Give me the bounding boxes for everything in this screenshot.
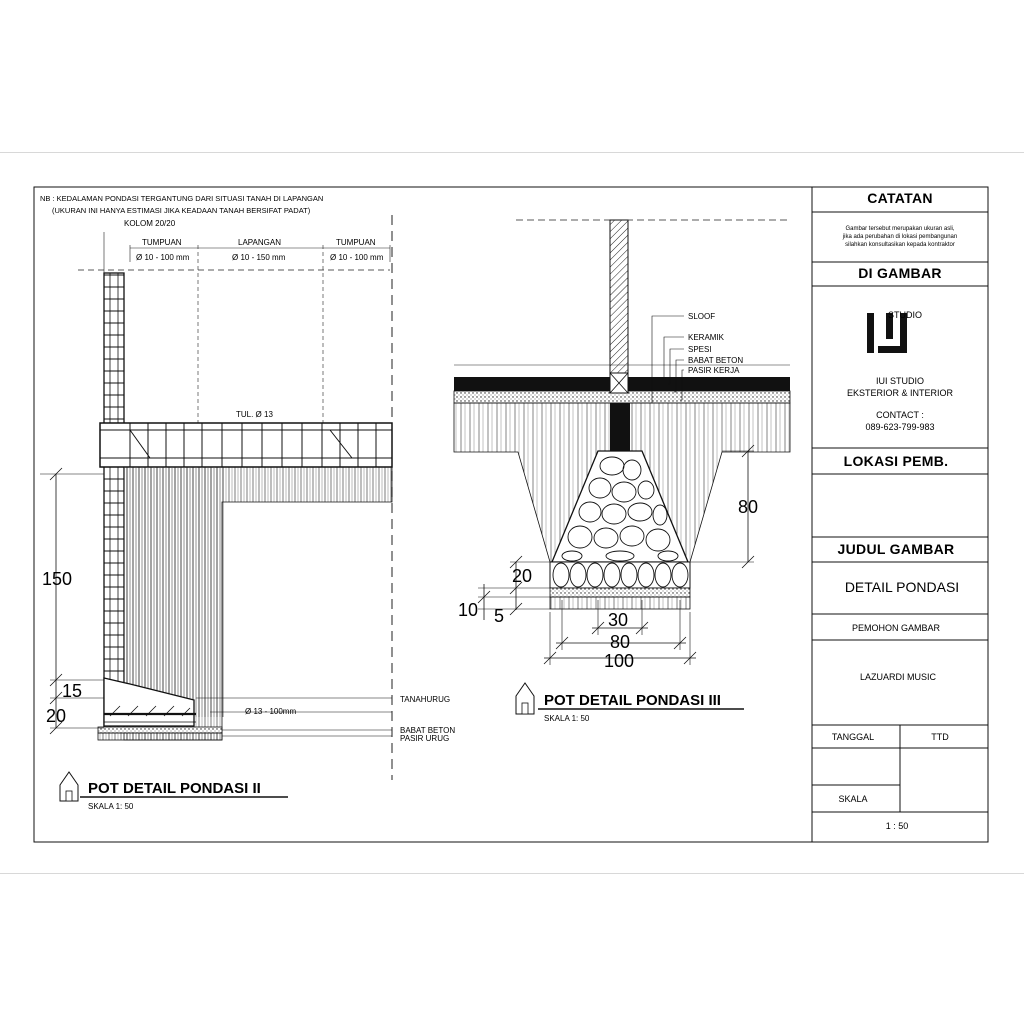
tumpuan-left-label: TUMPUAN xyxy=(142,238,182,247)
babat-beton-label-iii: BABAT BETON xyxy=(688,356,744,365)
digambar-heading: DI GAMBAR xyxy=(858,265,942,281)
sheet-edge xyxy=(0,152,1024,874)
dimension-80-horizontal: 80 xyxy=(610,632,631,652)
skala-value: 1 : 50 xyxy=(885,821,909,831)
pemohon-value: LAZUARDI MUSIC xyxy=(859,672,937,682)
judul-heading: JUDUL GAMBAR xyxy=(837,541,955,557)
spesi-label: SPESI xyxy=(688,345,712,354)
catatan-line-2: jika ada perubahan di lokasi pembangunan xyxy=(842,234,958,240)
dimension-100: 100 xyxy=(604,651,635,671)
dimension-5: 5 xyxy=(494,606,505,626)
dimension-30: 30 xyxy=(608,610,629,630)
judul-value: DETAIL PONDASI xyxy=(844,579,960,595)
note-line-1: NB : KEDALAMAN PONDASI TERGANTUNG DARI SITUASI TANAH DI LAPANGAN xyxy=(40,194,324,203)
dimension-20-iii: 20 xyxy=(512,566,533,586)
studio-subtitle: EKSTERIOR & INTERIOR xyxy=(846,388,954,398)
dimension-20: 20 xyxy=(46,706,67,726)
lokasi-heading: LOKASI PEMB. xyxy=(843,453,949,469)
tanahurug-label: TANAHURUG xyxy=(400,695,451,704)
babat-beton-label-ii: BABAT BETON xyxy=(400,726,456,735)
rebar-spec-label: Ø 13 - 100mm xyxy=(245,707,297,716)
sloof-label: SLOOF xyxy=(688,312,716,321)
keramik-label: KERAMIK xyxy=(688,333,725,342)
detail-ii-title: POT DETAIL PONDASI II xyxy=(88,780,261,797)
kolom-label: KOLOM 20/20 xyxy=(124,219,176,228)
logo-text: STUDIO xyxy=(888,310,923,320)
contact-phone: 089-623-799-983 xyxy=(865,422,935,432)
dimension-15: 15 xyxy=(62,681,83,701)
contact-label: CONTACT : xyxy=(876,410,924,420)
tumpuan-left-spec: Ø 10 - 100 mm xyxy=(136,253,190,262)
detail-ii-scale: SKALA 1: 50 xyxy=(88,802,134,811)
dimension-150: 150 xyxy=(42,569,73,589)
tumpuan-right-spec: Ø 10 - 100 mm xyxy=(330,253,384,262)
detail-iii-title: POT DETAIL PONDASI III xyxy=(544,692,721,709)
catatan-line-3: silahkan konsultasikan kepada kontraktor xyxy=(845,242,955,248)
detail-iii-scale: SKALA 1: 50 xyxy=(544,714,590,723)
catatan-heading: CATATAN xyxy=(867,190,933,206)
ttd-label: TTD xyxy=(931,732,949,742)
lapangan-label: LAPANGAN xyxy=(238,238,281,247)
studio-name: IUI STUDIO xyxy=(875,376,925,386)
tumpuan-right-label: TUMPUAN xyxy=(336,238,376,247)
skala-label: SKALA xyxy=(838,794,868,804)
lapangan-spec: Ø 10 - 150 mm xyxy=(232,253,286,262)
tanggal-label: TANGGAL xyxy=(831,732,875,742)
note-line-2: (UKURAN INI HANYA ESTIMASI JIKA KEADAAN TANAH BERSIFAT PADAT) xyxy=(52,206,311,215)
catatan-line-1: Gambar tersebut merupakan ukuran asli, xyxy=(845,226,955,232)
pemohon-label: PEMOHON GAMBAR xyxy=(851,623,941,633)
tulangan-label: TUL. Ø 13 xyxy=(236,410,273,419)
pasir-kerja-label: PASIR KERJA xyxy=(688,366,740,375)
dimension-10: 10 xyxy=(458,600,479,620)
dimension-80-vertical: 80 xyxy=(738,497,759,517)
pasir-urug-label: PASIR URUG xyxy=(400,734,450,743)
